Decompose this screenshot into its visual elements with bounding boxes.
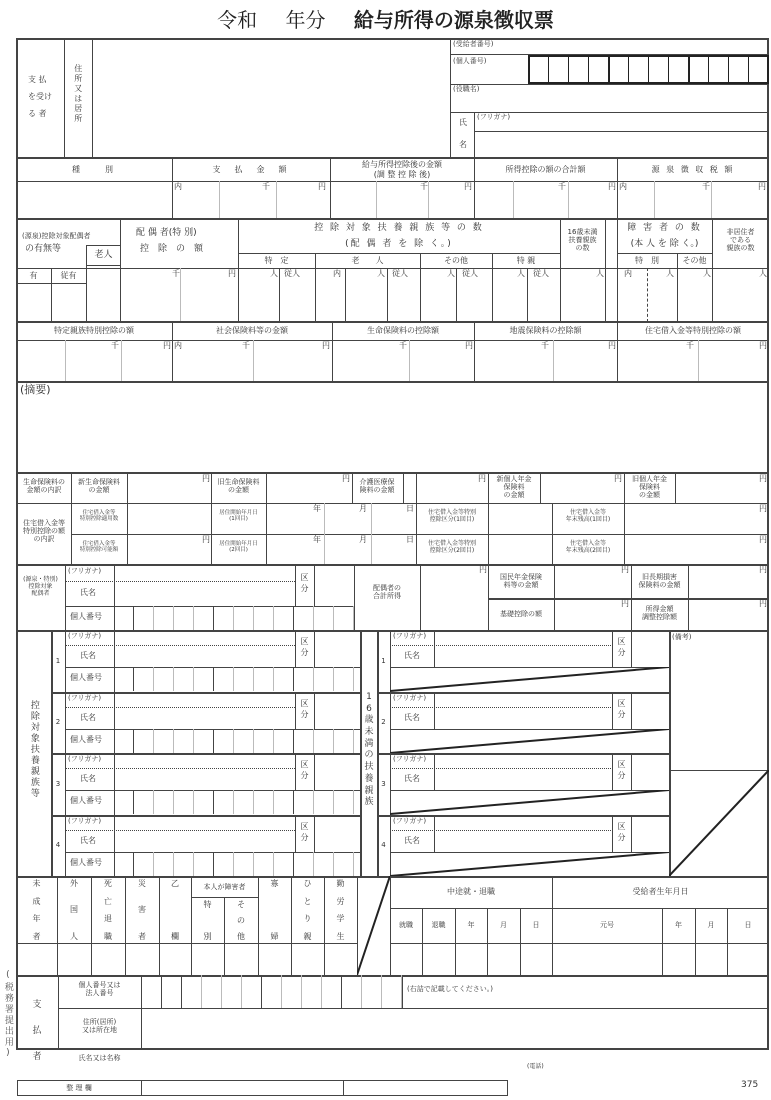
thousand-label: 千 (111, 341, 119, 350)
employment-col-header: 日 (532, 921, 540, 930)
payer-number-note: (右詰で記載してください。) (407, 985, 493, 993)
person-label: 人 (759, 269, 767, 278)
yen-label: 円 (464, 182, 472, 191)
yen-label: 円 (318, 182, 326, 191)
thousand-label: 千 (262, 182, 270, 191)
spouse-deduction-label: 配 偶 者(特 別) (136, 228, 197, 238)
sub-other: その他 (444, 255, 468, 265)
category-label: 区 分 (617, 698, 626, 719)
combined-income-label: 配偶者の 合計所得 (373, 584, 401, 601)
strikethrough-diagonal-2 (357, 876, 390, 975)
inner-label: 内 (174, 341, 182, 350)
basic-deduction-label: 基礎控除の額 (500, 610, 542, 619)
furigana-label: (フリガナ) (68, 632, 102, 640)
furigana-label: (フリガナ) (393, 693, 427, 702)
furigana-label: (フリガナ) (393, 755, 427, 763)
yen-label: 円 (621, 599, 629, 608)
under16-number: 4 (381, 841, 386, 850)
disabled-count-title: 障 害 者 の 数 (627, 222, 702, 233)
spouse-deduction-label-2: 控 除 の 額 (140, 244, 204, 254)
recipient-label: 支 払 を受け る 者 (28, 75, 52, 118)
spouse-presence-label: (源泉)控除対象配偶者 (22, 232, 91, 240)
remarks-label: (摘要) (20, 383, 51, 396)
yen-label: 円 (759, 535, 767, 544)
category-label: 区 分 (300, 760, 309, 781)
furigana-label: (フリガナ) (68, 693, 102, 702)
dependent-person-label: 従人 (533, 269, 549, 278)
dependents-section-label: 控除対象扶養親族等 (28, 700, 39, 799)
year-label: 年 (313, 504, 321, 513)
status-foreigner-checkbox[interactable] (58, 944, 90, 974)
payer-address-label: 住所(居所) 又は所在地 (82, 1018, 117, 1035)
personal-number-label: 個人番号 (70, 673, 102, 682)
thousand-label: 千 (242, 341, 250, 350)
dependent-person-label: 従人 (462, 269, 478, 278)
yen-label: 円 (759, 341, 767, 350)
header-housing-loan: 住宅借入金等特別控除の額 (645, 326, 741, 336)
status-single_parent-checkbox[interactable] (292, 944, 323, 974)
day-label: 日 (406, 535, 414, 544)
under16-number: 3 (381, 779, 386, 788)
has-label: 有 (29, 270, 38, 280)
under16-section-label: 1 6 歳 未 満 の 扶 養 親 族 (364, 692, 374, 808)
status-other-checkbox[interactable] (225, 944, 257, 974)
employment-col-header: 年 (467, 921, 475, 930)
status-minor: 未 成 年 者 (32, 879, 41, 941)
payer-number-label: 個人番号又は 法人番号 (78, 981, 121, 998)
thousand-label: 千 (686, 341, 694, 350)
person-label: 人 (596, 269, 604, 278)
employment-col-header: 退職 (431, 921, 446, 930)
disabled-count-subtitle: (本 人 を 除 く。) (630, 238, 699, 249)
start-date-1-label: 居住開始年月日 (1回目) (219, 510, 258, 523)
old-life-label: 旧生命保険料 の金額 (217, 478, 260, 495)
status-disaster-checkbox[interactable] (126, 944, 158, 974)
year-label: 年 (313, 535, 321, 544)
header-earthquake: 地震保険料の控除額 (509, 326, 582, 336)
yen-label: 円 (228, 269, 236, 278)
balance-2-label: 住宅借入金等 年末残高(2回目) (565, 540, 611, 554)
person-label: 人 (666, 269, 674, 278)
new-life-label: 新生命保険料 の金額 (78, 478, 120, 495)
person-label: 人 (447, 269, 455, 278)
dependent-number: 4 (55, 841, 61, 850)
yen-label: 円 (478, 474, 486, 483)
status-special: 特 別 (203, 900, 212, 941)
payer-label: 支 払 者 (32, 1000, 42, 1063)
personal-number-label: 個人番号 (70, 796, 102, 805)
address-label: 住所又は居所 (73, 64, 83, 124)
birth-date-label: 受給者生年月日 (632, 887, 689, 897)
yen-label: 円 (465, 341, 473, 350)
header-withholding: 源 泉 徴 収 税 額 (651, 164, 735, 174)
name-label: 氏名 (404, 835, 420, 845)
status-widow: 寡 婦 (270, 879, 279, 941)
under16-number: 2 (381, 718, 386, 727)
employment-col-header: 就職 (399, 921, 413, 930)
nonresident-label: 非居住者 である 親族の数 (726, 228, 755, 253)
title-main: 給与所得の源泉徴収票 (353, 8, 554, 32)
balance-1-label: 住宅借入金等 年末残高(1回目) (565, 509, 611, 523)
yen-label: 円 (621, 565, 629, 574)
start-date-2-label: 居住開始年月日 (2回目) (219, 541, 258, 554)
day-label: 日 (406, 504, 414, 513)
name-label: 氏名 (80, 588, 96, 597)
inner-label: 内 (624, 269, 632, 278)
strikethrough-line (390, 729, 669, 754)
category-label: 区 分 (617, 821, 626, 842)
form-title (0, 4, 771, 33)
thousand-label: 千 (172, 269, 180, 278)
national-pension-label: 国民年金保険 料等の金額 (500, 573, 542, 590)
spouse-section-label: (源泉・特別) 控除対象 配偶者 (23, 576, 58, 597)
thousand-label: 千 (541, 341, 549, 350)
yen-label: 円 (202, 474, 210, 483)
category-1-label: 住宅借入金等特別 控除区分(1回目) (427, 509, 476, 523)
furigana-label: (フリガナ) (68, 816, 102, 825)
name-label: 氏名 (404, 712, 420, 722)
position-label: (役職名) (453, 85, 480, 93)
header-after-deduction: 給与所得控除後の金額 (調 整 控 除 後) (362, 159, 442, 179)
yen-label: 円 (614, 474, 622, 483)
admin-label: 整 理 欄 (66, 1083, 92, 1092)
disabled-other: その他 (682, 255, 707, 265)
birth-col-header: 元号 (600, 921, 614, 930)
name-label: 氏名 (80, 651, 96, 660)
personal-number-label: (個人番号) (453, 57, 487, 65)
thousand-label: 千 (399, 341, 407, 350)
dependents-count-subtitle: (配 偶 者 を 除 く。) (345, 238, 453, 249)
furigana-label: (フリガナ) (393, 816, 427, 825)
yen-label: 円 (608, 182, 616, 191)
phone-label: (電話) (527, 1063, 544, 1070)
header-specific-relative: 特定親族特別控除の額 (54, 326, 134, 336)
new-pension-label: 新個人年金 保険料 の金額 (496, 475, 532, 500)
recipient-address-field[interactable] (93, 39, 449, 157)
header-total-deduction: 所得控除の額の合計額 (505, 164, 586, 174)
dependent-number: 2 (55, 718, 61, 727)
care-label: 介護医療保 険料の金額 (359, 478, 395, 495)
status-working_student-checkbox[interactable] (325, 944, 356, 974)
yen-label: 円 (758, 182, 766, 191)
name-label-1: 氏 (459, 118, 467, 127)
month-label: 月 (359, 504, 367, 513)
furigana-label: (フリガナ) (393, 632, 427, 640)
personal-number-label: 個人番号 (70, 734, 102, 744)
category-label: 区 分 (617, 760, 626, 781)
form-number: 375 (741, 1080, 759, 1090)
dependent-person-label: 従人 (284, 269, 300, 278)
yen-label: 円 (759, 599, 767, 608)
title-year-suffix: 年分 (285, 8, 326, 32)
category-label: 区 分 (300, 573, 309, 594)
category-label: 区 分 (617, 637, 626, 658)
status-otsu: 乙 欄 (171, 879, 179, 941)
applicable-count-label: 住宅借入金等 特別控除適用数 (79, 510, 119, 523)
self-disabled-label: 本人が障害者 (203, 882, 246, 891)
status-working_student: 勤 労 学 生 (336, 879, 345, 941)
furigana-label: (フリガナ) (477, 113, 511, 121)
dependent-number: 1 (55, 656, 61, 665)
title-era: 令和 (217, 8, 258, 32)
personal-number-label: 個人番号 (70, 857, 102, 867)
personal-number-label: 個人番号 (70, 612, 102, 621)
status-death_retirement: 死 亡 退 職 (104, 879, 112, 941)
sub-elderly: 老 人 (351, 255, 384, 265)
header-type: 種 別 (72, 164, 116, 174)
strikethrough-diagonal (669, 770, 769, 876)
inner-label: 内 (174, 182, 182, 191)
yen-label: 円 (759, 504, 767, 513)
housing-breakdown-label: 住宅借入金等 特別控除の額 の内訳 (23, 519, 65, 544)
payer-name-label: 氏名又は名称 (78, 1053, 121, 1062)
status-single_parent: ひ と り 親 (303, 879, 312, 941)
midyear-label: 中途就・退職 (447, 887, 495, 897)
status-other: そ の 他 (237, 900, 245, 941)
under16-count-label: 16歳未満 扶養親族 の数 (567, 228, 598, 253)
thousand-label: 千 (702, 182, 710, 191)
dependent-has-label: 従有 (60, 270, 77, 280)
sub-special-relative: 特 親 (516, 255, 536, 265)
dependents-count-title: 控 除 対 象 扶 養 親 族 等 の 数 (314, 222, 484, 233)
category-label: 区 分 (300, 821, 309, 842)
thousand-label: 千 (558, 182, 566, 191)
status-death_retirement-checkbox[interactable] (92, 944, 124, 974)
employment-col-header: 月 (500, 921, 507, 930)
birth-col-header: 日 (744, 921, 752, 930)
spouse-presence-label-2: の有無等 (25, 244, 62, 254)
thousand-label: 千 (420, 182, 428, 191)
elderly-label: 老人 (94, 250, 113, 261)
payer-name-field[interactable] (142, 1049, 768, 1069)
header-life-insurance: 生命保険料の控除額 (367, 326, 439, 336)
yen-label: 円 (759, 565, 767, 574)
header-payment: 支 払 金 額 (212, 164, 290, 174)
strikethrough-line (390, 790, 669, 815)
status-foreigner: 外 国 人 (70, 879, 78, 941)
header-social-insurance: 社会保険料等の金額 (216, 326, 288, 336)
month-label: 月 (359, 535, 367, 544)
furigana-label: (フリガナ) (68, 755, 102, 763)
under16-number: 1 (381, 656, 386, 665)
person-label: 人 (377, 269, 385, 278)
name-label: 氏名 (80, 712, 96, 722)
old-pension-label: 旧個人年金 保険料 の金額 (632, 475, 667, 500)
name-label: 氏名 (404, 651, 420, 660)
status-disaster: 災 害 者 (138, 879, 146, 941)
person-label: 人 (703, 269, 711, 278)
birth-col-header: 年 (675, 921, 682, 930)
status-minor-checkbox[interactable] (17, 944, 56, 974)
status-otsu-checkbox[interactable] (160, 944, 190, 974)
inner-label: 内 (619, 182, 627, 191)
dependent-number: 3 (55, 779, 61, 788)
yen-label: 円 (608, 341, 616, 350)
recipient-name-field[interactable] (475, 132, 768, 157)
yen-label: 円 (163, 341, 171, 350)
inner-label: 内 (333, 269, 341, 278)
strikethrough-line (390, 667, 669, 692)
person-label: 人 (270, 269, 278, 278)
yen-label: 円 (342, 474, 350, 483)
dependent-person-label: 従人 (392, 269, 408, 278)
status-special-checkbox[interactable] (192, 944, 223, 974)
category-2-label: 住宅借入金等特別 控除区分(2回目) (427, 540, 476, 554)
recipient-number-label: (受給者番号) (453, 40, 494, 48)
person-label: 人 (517, 269, 525, 278)
birth-col-header: 月 (707, 921, 715, 930)
payer-address-field[interactable] (142, 1009, 768, 1048)
remarks-field[interactable] (17, 400, 768, 472)
life-insurance-breakdown-label: 生命保険料の 金額の内訳 (23, 478, 65, 495)
possible-amount-label: 住宅借入金等 特別控除可能額 (79, 541, 119, 554)
tax-office-copy-label: (税務署提出用) (2, 970, 13, 1060)
remarks-note-label: (備考) (672, 633, 692, 641)
old-long-term-label: 旧長期損害 保険料の金額 (638, 573, 681, 590)
income-adjustment-label: 所得金額 調整控除額 (642, 605, 677, 622)
yen-label: 円 (479, 565, 487, 574)
name-label: 氏名 (404, 774, 420, 783)
status-widow-checkbox[interactable] (259, 944, 290, 974)
name-label: 氏名 (80, 774, 96, 783)
category-label: 区 分 (300, 637, 309, 658)
yen-label: 円 (202, 535, 210, 544)
yen-label: 円 (322, 341, 330, 350)
name-label-2: 名 (459, 140, 467, 149)
furigana-label: (フリガナ) (68, 567, 102, 575)
category-label: 区 分 (300, 698, 309, 719)
name-label: 氏名 (80, 835, 96, 845)
yen-label: 円 (759, 474, 767, 483)
disabled-special: 特 別 (635, 255, 659, 265)
sub-specific: 特 定 (264, 255, 289, 265)
strikethrough-line (390, 852, 669, 877)
